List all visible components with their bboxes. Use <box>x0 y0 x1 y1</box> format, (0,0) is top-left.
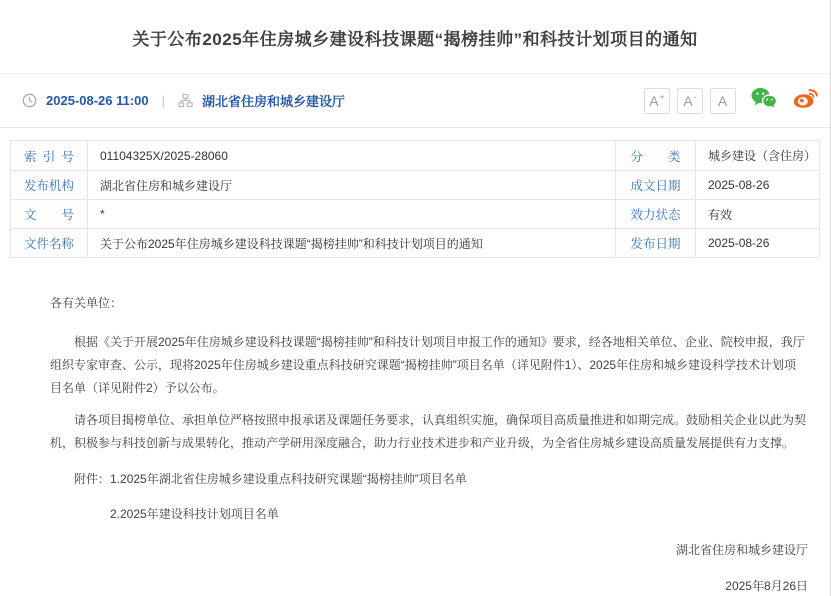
font-size-decrease-button[interactable] <box>677 88 703 114</box>
font-btn-sup: + <box>659 92 665 102</box>
label-text: 成文日期 <box>630 179 681 193</box>
clock-icon <box>22 93 37 108</box>
paragraph-1: 根据《关于开展2025年住房城乡建设科技课题“揭榜挂帅”和科技计划项目申报工作的通知》要求，经各地相关单位、企业、院校申报，我厅组织专家审查、公示，现将2025年住房城乡建设重点科技研究课题“揭榜挂帅”项目名单（详见附件1）、2025年住房和城乡建设科学技术计划项目名单（详见附件2）予以公布。 <box>50 335 805 395</box>
info-label-category <box>615 141 695 170</box>
info-label-written-date <box>615 170 695 199</box>
info-value-index-number: 01104325X/2025-28060 <box>87 141 615 170</box>
document-header <box>0 0 830 74</box>
label-text: 索引号 <box>24 149 74 164</box>
font-btn-label: A <box>717 92 728 109</box>
attachment-line-1 <box>50 468 808 491</box>
article-body <box>0 258 830 596</box>
source-icon <box>178 93 193 108</box>
page-title: 关于公布2025年住房城乡建设科技课题“揭榜挂帅”和科技计划项目的通知 <box>132 30 698 49</box>
info-label-publish-date <box>615 228 695 257</box>
attachment-item-2: 2.2025年建设科技计划项目名单 <box>110 507 279 521</box>
info-value-doc-number: * <box>87 199 615 228</box>
info-value-category: 城乡建设（含住房） <box>695 141 819 170</box>
paragraph-2: 请各项目揭榜单位、承担单位严格按照申报承诺及课题任务要求，认真组织实施，确保项目高质量推进和如期完成。鼓励相关企业以此为契机，积极参与科技创新与成果转化，推动产学研用深度融合，助力行业技术进步和产业升级，为全省住房城乡建设高质量发展提供有力支撑。 <box>50 413 807 450</box>
signature-date: 2025年8月26日 <box>725 579 808 593</box>
label-text: 分类 <box>630 149 681 164</box>
info-label-issuing-agency <box>11 170 87 199</box>
info-value-issuing-agency: 湖北省住房和城乡建设厅 <box>87 170 615 199</box>
font-size-reset-button[interactable] <box>710 88 736 114</box>
meta-bar <box>0 74 830 128</box>
weibo-share-icon[interactable] <box>792 86 820 115</box>
meta-separator: | <box>161 93 166 108</box>
document-info-table <box>10 140 820 258</box>
label-text: 文号 <box>24 208 74 222</box>
info-label-doc-title <box>11 228 87 257</box>
font-btn-label: A <box>683 92 693 109</box>
attachments-label: 附件： <box>74 472 111 486</box>
info-value-written-date: 2025-08-26 <box>695 170 819 199</box>
meta-left-group <box>22 91 345 110</box>
publish-time: 2025-08-26 11:00 <box>46 93 149 108</box>
info-label-validity-status <box>615 199 695 228</box>
label-text: 发布机构 <box>24 179 75 193</box>
salutation: 各有关单位： <box>50 296 123 310</box>
label-text: 文件名称 <box>24 237 75 251</box>
source-link[interactable]: 湖北省住房和城乡建设厅 <box>202 94 346 109</box>
font-size-increase-button[interactable] <box>644 88 670 114</box>
meta-right-group <box>644 86 820 115</box>
label-text: 效力状态 <box>630 208 681 222</box>
info-value-publish-date: 2025-08-26 <box>695 228 819 257</box>
signature-agency: 湖北省住房和城乡建设厅 <box>675 543 808 557</box>
info-value-doc-title: 关于公布2025年住房城乡建设科技课题“揭榜挂帅”和科技计划项目的通知 <box>87 228 615 257</box>
info-value-validity-status: 有效 <box>695 199 819 228</box>
font-btn-label: A <box>649 92 659 109</box>
label-text: 发布日期 <box>630 237 681 251</box>
attachment-item-1: 1.2025年湖北省住房城乡建设重点科技研究课题“揭榜挂帅”项目名单 <box>110 472 467 486</box>
font-btn-sup: - <box>693 92 697 102</box>
wechat-share-icon[interactable] <box>750 86 778 115</box>
info-label-doc-number <box>11 199 87 228</box>
info-label-index-number <box>11 141 87 170</box>
